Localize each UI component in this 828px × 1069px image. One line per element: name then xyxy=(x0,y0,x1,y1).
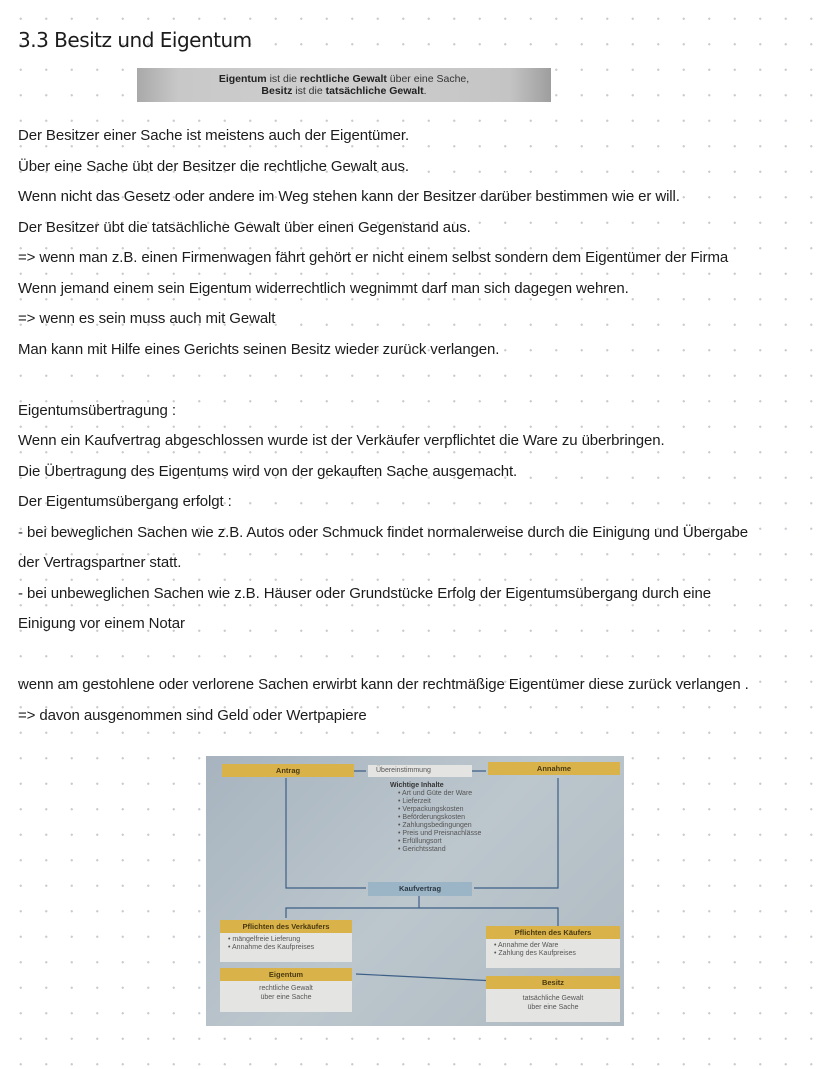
inhalte-title: Wichtige Inhalte xyxy=(390,782,444,789)
text-line: Eigentumsübertragung : xyxy=(18,401,176,419)
inhalte-list xyxy=(390,781,481,854)
banner-text: . xyxy=(423,85,427,97)
list-item: • Annahme des Kaufpreises xyxy=(228,944,352,952)
text-line xyxy=(18,641,818,672)
besitz-desc: über eine Sache xyxy=(527,1004,579,1011)
kaeuf-list xyxy=(486,939,620,958)
text-line: => davon ausgenommen sind Geld oder Wertpapiere xyxy=(18,706,367,724)
note-body xyxy=(18,122,818,732)
text-line: Der Eigentumsübergang erfolgt : xyxy=(18,493,232,510)
besitz-title: Besitz xyxy=(486,976,620,989)
text-line: Wenn ein Kaufvertrag abgeschlossen wurde ist der Verkäufer verpflichtet die Ware zu überbringen. xyxy=(18,432,665,449)
kaeufer-box xyxy=(486,926,620,968)
list-item: • Gerichtsstand xyxy=(398,846,481,854)
text-line: Über eine Sache übt der Besitzer die rechtliche Gewalt aus. xyxy=(18,157,409,175)
list-item: • Lieferzeit xyxy=(398,798,481,806)
text-line: Der Besitzer einer Sache ist meistens auch der Eigentümer. xyxy=(18,127,410,144)
list-item: • Zahlungsbedingungen xyxy=(398,822,481,830)
text-line: der Vertragspartner statt. xyxy=(18,554,182,571)
list-item: • Zahlung des Kaufpreises xyxy=(494,950,620,958)
list-item: • Annahme der Ware xyxy=(494,942,620,950)
antrag-box: Antrag xyxy=(222,764,354,777)
verkaeufer-box xyxy=(220,920,352,962)
annahme-box: Annahme xyxy=(488,762,620,775)
list-item: • Art und Güte der Ware xyxy=(398,790,481,798)
term-besitz: Besitz xyxy=(261,85,293,97)
text-line: - bei beweglichen Sachen wie z.B. Autos oder Schmuck findet normalerweise durch die Einigung und Übergabe xyxy=(18,523,748,541)
besitz-box xyxy=(486,976,620,1022)
list-item: • Beförderungskosten xyxy=(398,814,481,822)
banner-bold: rechtliche Gewalt xyxy=(299,73,387,85)
inhalte-list xyxy=(390,790,481,854)
eigentum-title: Eigentum xyxy=(220,968,352,981)
page-title: 3.3 Besitz und Eigentum xyxy=(18,28,252,52)
text-line: Einigung vor einem Notar xyxy=(18,615,185,632)
text-line: Wenn jemand einem sein Eigentum widerrechtlich wegnimmt darf man sich dagegen wehren. xyxy=(18,279,629,297)
text-line: => wenn man z.B. einen Firmenwagen fährt gehört er nicht einem selbst sondern dem Eigentümer der Firma xyxy=(18,249,729,266)
kaufvertrag-box: Kaufvertrag xyxy=(368,882,472,896)
text-line xyxy=(18,366,818,397)
text-line: => wenn es sein muss auch mit Gewalt xyxy=(18,310,276,327)
term-eigentum: Eigentum xyxy=(218,73,267,85)
list-item: • Erfüllungsort xyxy=(398,838,481,846)
kaufvertrag-diagram-photo xyxy=(206,756,624,1026)
banner-bold: tatsächliche Gewalt xyxy=(325,85,424,97)
text-line: wenn am gestohlene oder verlorene Sachen erwirbt kann der rechtmäßige Eigentümer diese zurück verlangen . xyxy=(18,676,749,693)
kaeufer-title: Pflichten des Käufers xyxy=(486,926,620,939)
definition-banner xyxy=(137,68,551,102)
list-item: • Verpackungskosten xyxy=(398,806,481,814)
besitz-desc: tatsächliche Gewalt xyxy=(522,995,584,1002)
list-item: • mängelfreie Lieferung xyxy=(228,936,352,944)
verkaeufer-title: Pflichten des Verkäufers xyxy=(220,920,352,933)
eigentum-box xyxy=(220,968,352,1012)
text-line: Man kann mit Hilfe eines Gerichts seinen Besitz wieder zurück verlangen. xyxy=(18,340,500,358)
text-line: Die Übertragung des Eigentums wird von der gekauften Sache ausgemacht. xyxy=(18,462,518,480)
text-line: - bei unbeweglichen Sachen wie z.B. Häuser oder Grundstücke Erfolg der Eigentumsübergang durch eine xyxy=(18,584,712,602)
text-line: Wenn nicht das Gesetz oder andere im Weg stehen kann der Besitzer darüber bestimmen wie er will. xyxy=(18,188,680,205)
text-line: Der Besitzer übt die tatsächliche Gewalt über einen Gegenstand aus. xyxy=(18,218,471,236)
eigentum-desc: rechtliche Gewalt xyxy=(259,985,313,992)
eigentum-desc: über eine Sache xyxy=(260,994,312,1001)
banner-text: ist die xyxy=(266,73,300,85)
banner-text: ist die xyxy=(292,85,326,97)
verk-list xyxy=(220,933,352,952)
list-item: • Preis und Preisnachlässe xyxy=(398,830,481,838)
uebereinstimmung-box: Übereinstimmung xyxy=(368,765,472,777)
banner-text: über eine Sache, xyxy=(386,73,470,85)
